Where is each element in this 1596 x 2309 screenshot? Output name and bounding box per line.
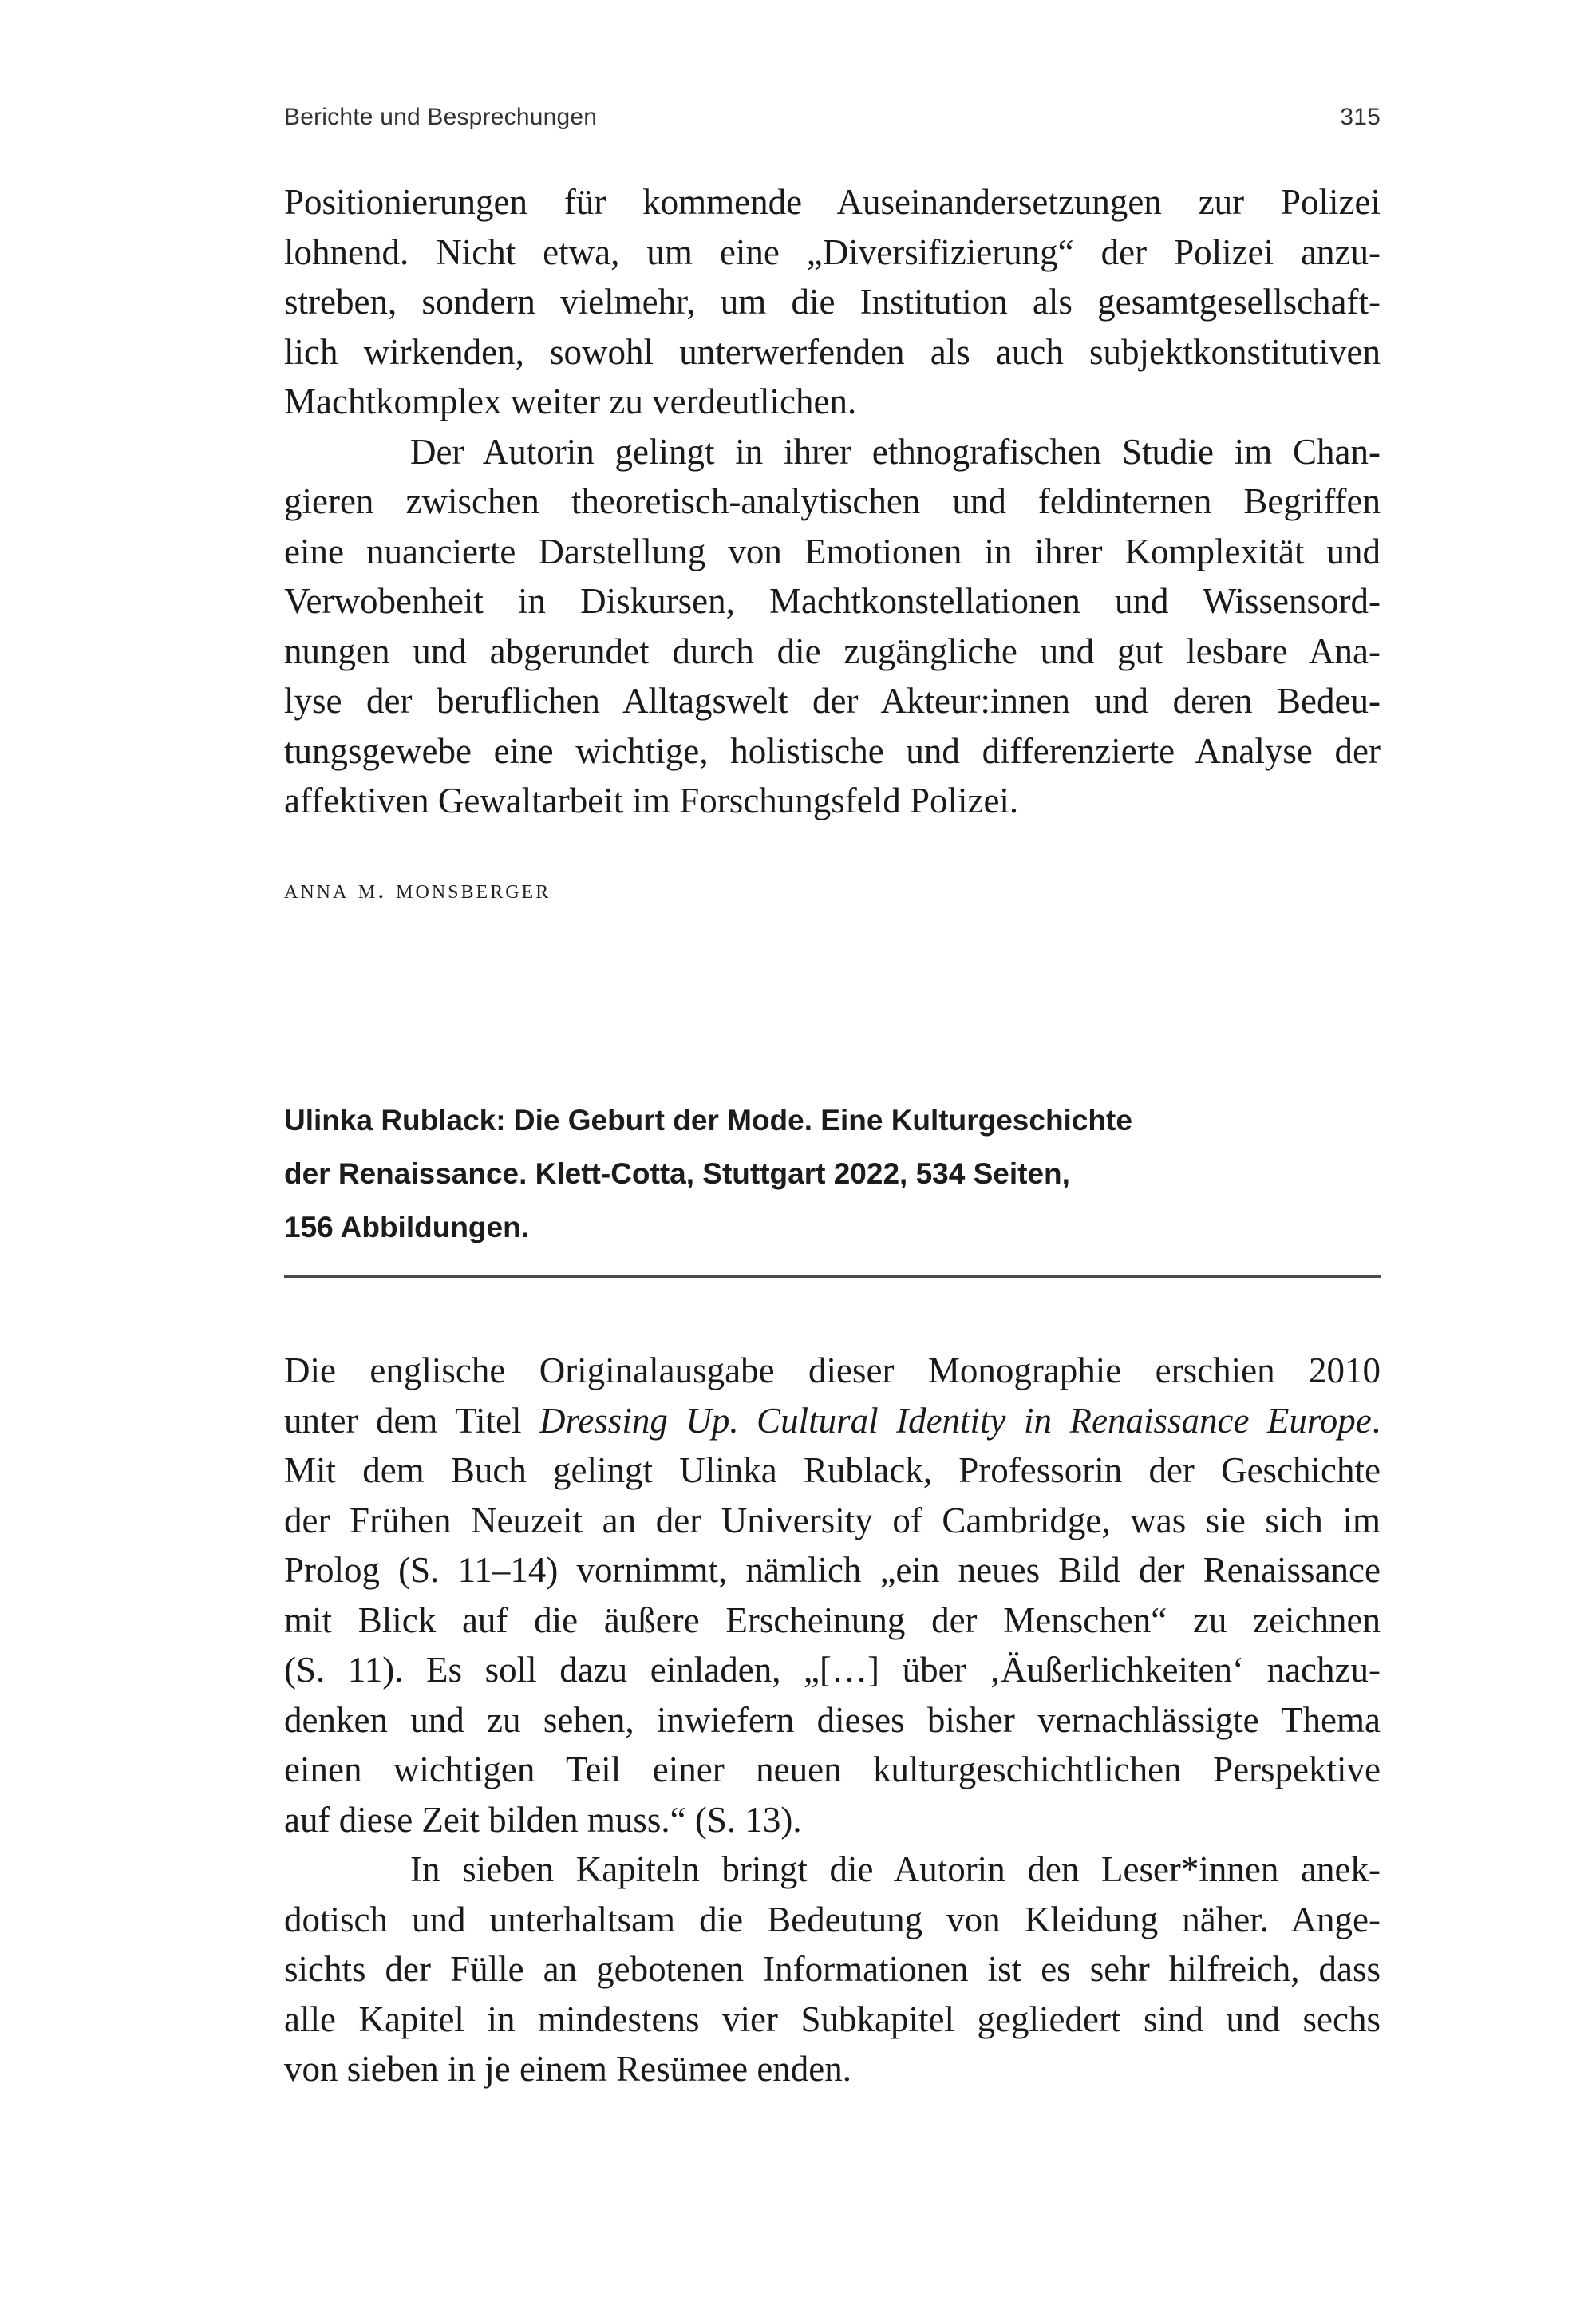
text-line: tungsgewebe eine wichtige, holistische und differenzierte Analyse der — [284, 730, 1381, 771]
text-line: Positionierungen für kommende Auseinandersetzungen zur Polizei — [284, 182, 1381, 222]
text-line: der Frühen Neuzeit an der University of Cambridge, was sie sich im — [284, 1500, 1381, 1540]
text-line: (S. 11). Es soll dazu einladen, „[…] über ‚Äußerlichkeiten‘ nachzu- — [284, 1650, 1381, 1690]
text-line: lohnend. Nicht etwa, um eine „Diversifizierung“ der Polizei anzu- — [284, 231, 1381, 272]
text-line: Der Autorin gelingt in ihrer ethnografischen Studie im Chan- — [410, 431, 1381, 472]
page-number: 315 — [1340, 104, 1381, 130]
text-line: In sieben Kapiteln bringt die Autorin den Leser*innen anek- — [410, 1849, 1381, 1889]
text-line: von sieben in je einem Resümee enden. — [284, 2049, 852, 2089]
text-line: auf diese Zeit bilden muss.“ (S. 13). — [284, 1799, 802, 1840]
horizontal-rule — [284, 1275, 1381, 1278]
text-line: sichts der Fülle an gebotenen Informationen ist es sehr hilfreich, dass — [284, 1949, 1381, 1989]
text-line: denken und zu sehen, inwiefern dieses bisher vernachlässigte Thema — [284, 1699, 1381, 1740]
text-span: unter dem Titel — [284, 1400, 539, 1441]
running-header — [284, 104, 1381, 136]
review-body-text — [284, 1346, 1381, 2094]
text-line: gieren zwischen theoretisch-analytischen und feldinternen Begriffen — [284, 481, 1381, 521]
text-line: mit Blick auf die äußere Erscheinung der Menschen“ zu zeichnen — [284, 1599, 1381, 1640]
text-line: lyse der beruflichen Alltagswelt der Akteur:innen und deren Bedeu- — [284, 681, 1381, 721]
text-line: Mit dem Buch gelingt Ulinka Rublack, Professorin der Geschichte — [284, 1450, 1381, 1490]
section-title: Berichte und Besprechungen — [284, 104, 598, 130]
text-line: einen wichtigen Teil einer neuen kulturgeschichtlichen Perspektive — [284, 1750, 1381, 1789]
book-title-italic: Dressing Up. Cultural Identity in Renaissance Europe — [539, 1400, 1372, 1441]
text-line: Machtkomplex weiter zu verdeutlichen. — [284, 382, 857, 421]
text-line: Verwobenheit in Diskursen, Machtkonstellationen und Wissensord- — [284, 581, 1381, 621]
text-line: dotisch und unterhaltsam die Bedeutung von Kleidung näher. Ange- — [284, 1899, 1381, 1939]
author-signature: anna m. monsberger — [284, 875, 551, 904]
review-bibliographic-header — [284, 1093, 1381, 1254]
text-line — [284, 1396, 1381, 1446]
header-line: 156 Abbildungen. — [284, 1211, 529, 1243]
text-line: Die englische Originalausgabe dieser Monographie erschien 2010 — [284, 1350, 1381, 1390]
text-line: nungen und abgerundet durch die zugängliche und gut lesbare Ana- — [284, 631, 1381, 671]
text-line: affektiven Gewaltarbeit im Forschungsfeld Polizei. — [284, 781, 1019, 820]
header-line: der Renaissance. Klett-Cotta, Stuttgart 2022, 534 Seiten, — [284, 1157, 1070, 1190]
text-line: lich wirkenden, sowohl unterwerfenden als auch subjektkonstitutiven — [284, 331, 1381, 372]
text-line: Prolog (S. 11–14) vornimmt, nämlich „ein neues Bild der Renaissance — [284, 1550, 1381, 1590]
text-span: . — [1371, 1400, 1381, 1441]
text-line: alle Kapitel in mindestens vier Subkapitel gegliedert sind und sechs — [284, 1999, 1381, 2039]
text-line: streben, sondern vielmehr, um die Institution als gesamtgesellschaft- — [284, 282, 1381, 322]
text-line: eine nuancierte Darstellung von Emotionen in ihrer Komplexität und — [284, 531, 1381, 571]
header-line: Ulinka Rublack: Die Geburt der Mode. Eine Kulturgeschichte — [284, 1104, 1132, 1137]
previous-review-text — [284, 177, 1381, 826]
